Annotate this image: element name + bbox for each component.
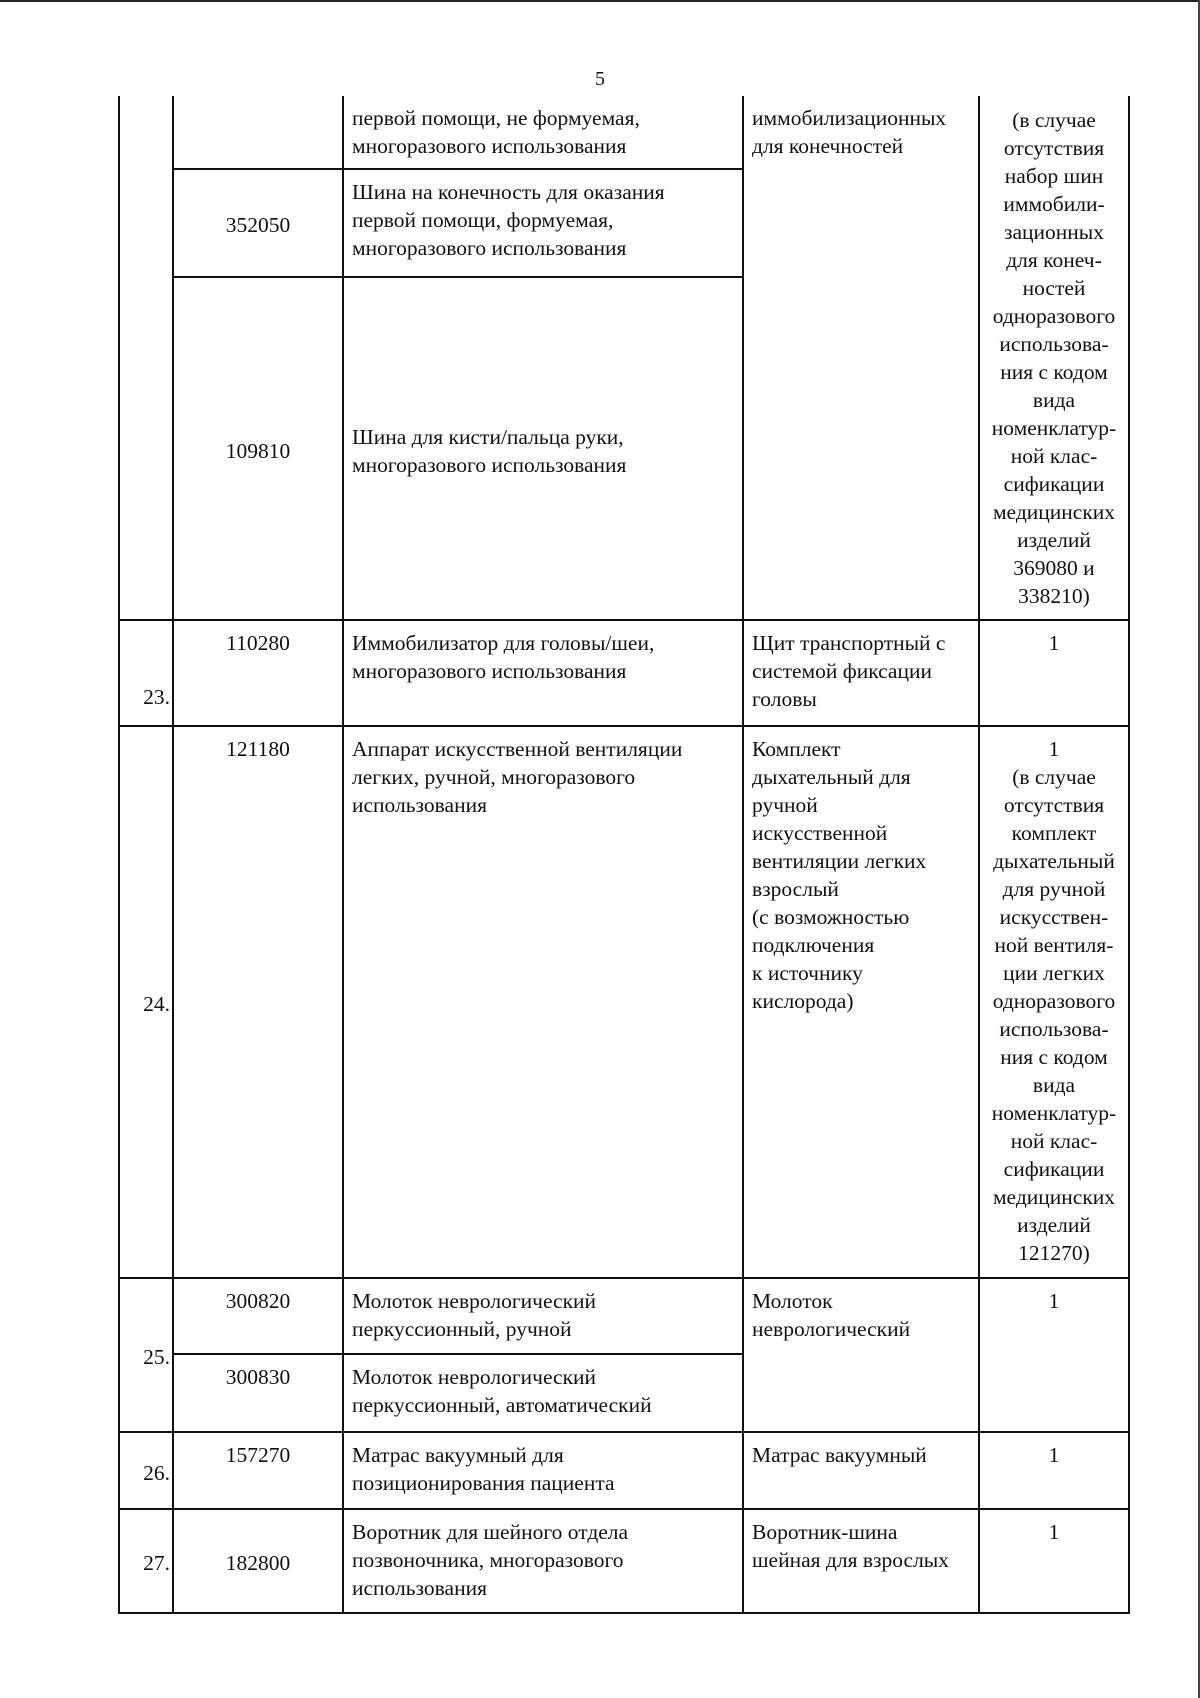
set-name: иммобилизационных для конечностей <box>743 96 979 620</box>
product-name: Шина для кисти/пальца руки, многоразового использования <box>343 277 743 620</box>
product-name: Иммобилизатор для головы/шеи, многоразового использования <box>343 620 743 726</box>
product-code: 109810 <box>173 277 343 620</box>
table-row <box>119 1509 1129 1613</box>
table-row <box>119 1278 1129 1354</box>
equipment-table <box>118 96 1130 1614</box>
quantity: 1 <box>979 620 1129 726</box>
row-number: 27. <box>119 1509 173 1613</box>
row-number: 25. <box>119 1278 173 1432</box>
quantity: 1 <box>979 1509 1129 1613</box>
set-name: Матрас вакуумный <box>743 1432 979 1509</box>
product-code: 157270 <box>173 1432 343 1509</box>
row-number: 23. <box>119 620 173 726</box>
row-number: 24. <box>119 726 173 1278</box>
product-name: Молоток неврологический перкуссионный, автоматический <box>343 1354 743 1432</box>
set-name: Щит транспортный с системой фиксации головы <box>743 620 979 726</box>
quantity: (в случае отсутствия набор шин иммобили- зационных для конеч- ностей одноразового использова- ния с кодом вида номенклатур- ной клас- сификации медицинских изделий 369080 и 338210) <box>979 96 1129 620</box>
table-row <box>119 726 1129 1278</box>
set-name: Комплект дыхательный для ручной искусственной вентиляции легких взрослый (с возможностью подключения к источнику кислорода) <box>743 726 979 1278</box>
page-number: 5 <box>595 68 605 90</box>
product-code <box>173 96 343 169</box>
product-name: Воротник для шейного отдела позвоночника, многоразового использования <box>343 1509 743 1613</box>
product-name: Молоток неврологический перкуссионный, ручной <box>343 1278 743 1354</box>
table-row <box>119 1432 1129 1509</box>
product-code: 110280 <box>173 620 343 726</box>
product-code: 300820 <box>173 1278 343 1354</box>
table-row <box>119 620 1129 726</box>
product-name: первой помощи, не формуемая, многоразового использования <box>343 96 743 169</box>
set-name: Воротник-шина шейная для взрослых <box>743 1509 979 1613</box>
table-row <box>119 96 1129 169</box>
product-name: Матрас вакуумный для позиционирования пациента <box>343 1432 743 1509</box>
quantity: 1 (в случае отсутствия комплект дыхательный для ручной искусствен- ной вентиля- ции легких одноразового использова- ния с кодом вида номенклатур- ной клас- сификации медицинских изделий 121270) <box>979 726 1129 1278</box>
product-name: Аппарат искусственной вентиляции легких, ручной, многоразового использования <box>343 726 743 1278</box>
set-name: Молоток неврологический <box>743 1278 979 1432</box>
product-code: 300830 <box>173 1354 343 1432</box>
product-name: Шина на конечность для оказания первой помощи, формуемая, многоразового использования <box>343 169 743 277</box>
quantity: 1 <box>979 1278 1129 1432</box>
row-number: 26. <box>119 1432 173 1509</box>
row-number <box>119 96 173 620</box>
product-code: 121180 <box>173 726 343 1278</box>
quantity: 1 <box>979 1432 1129 1509</box>
scan-edge-top <box>0 0 1200 2</box>
product-code: 352050 <box>173 169 343 277</box>
product-code: 182800 <box>173 1509 343 1613</box>
